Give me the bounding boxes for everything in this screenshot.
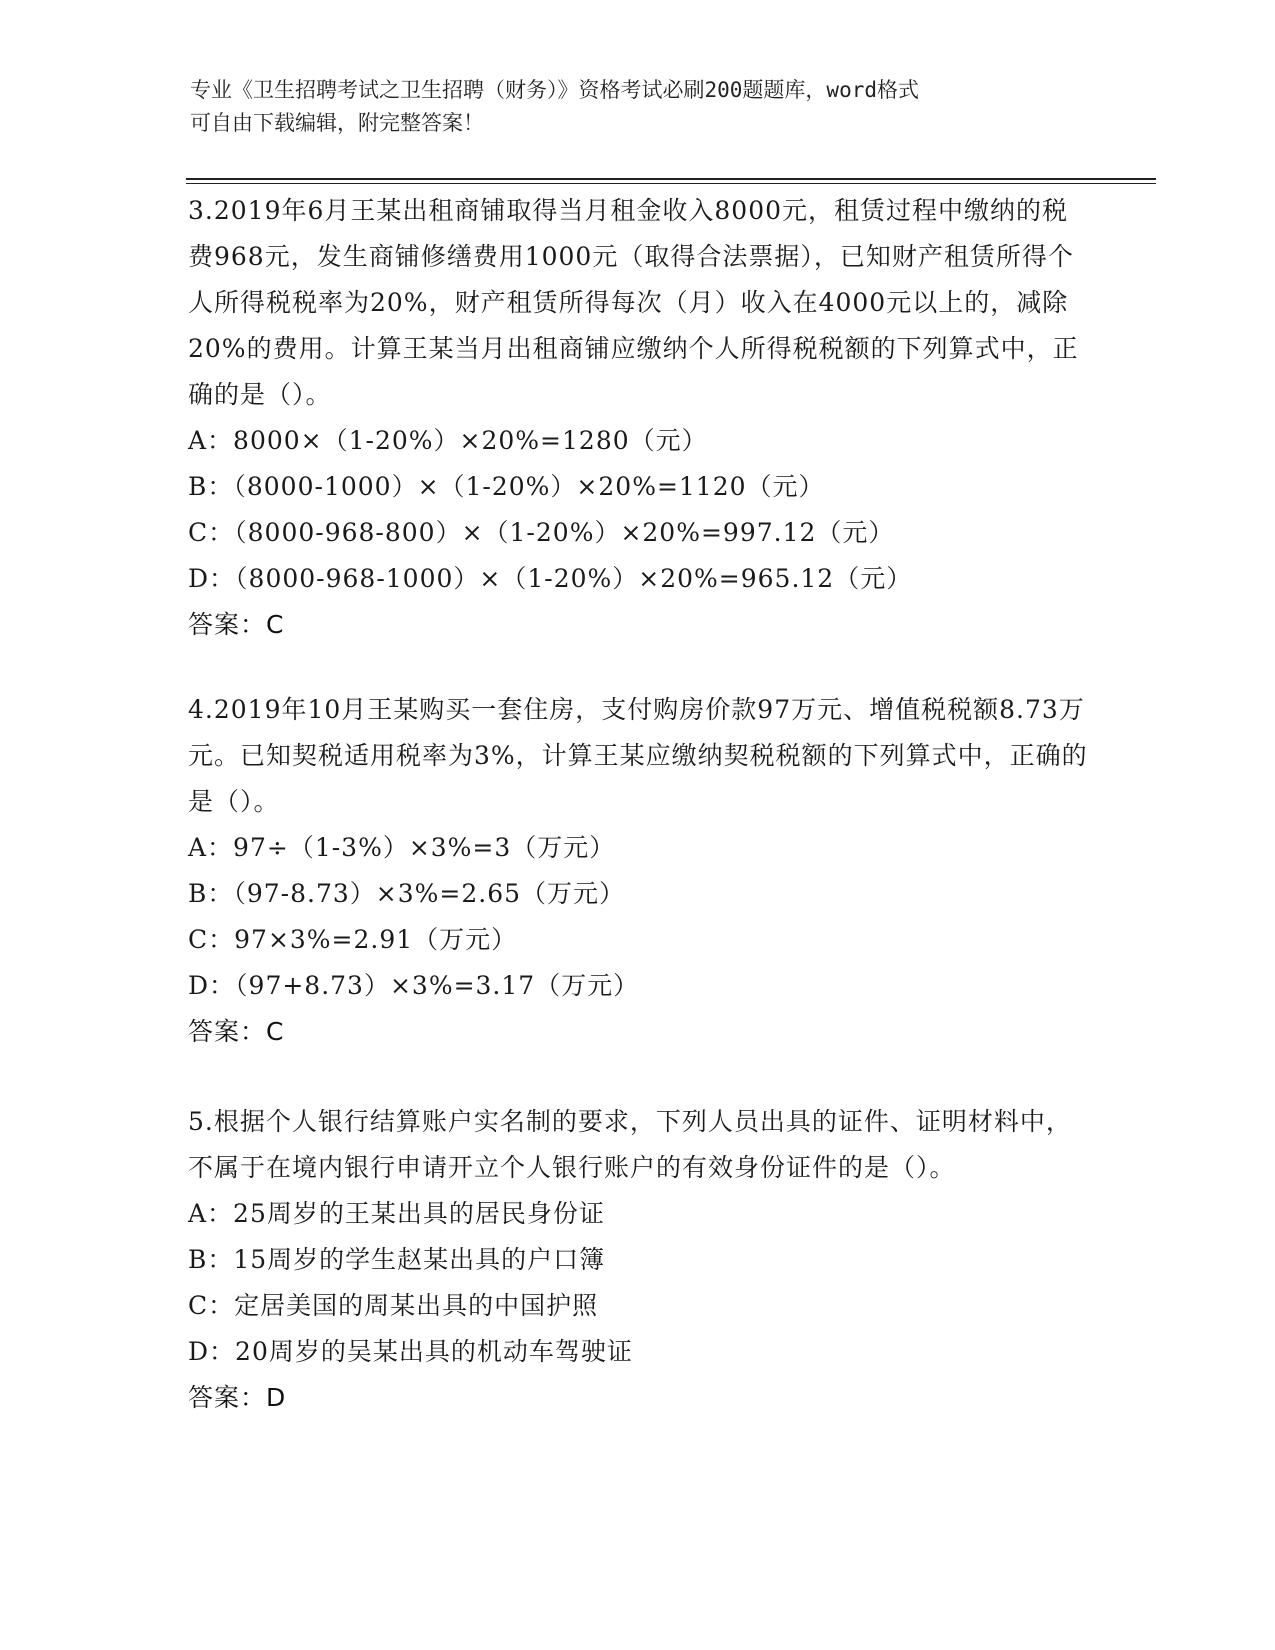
option-a: A：97÷（1-3%）×3%=3（万元）: [188, 833, 616, 862]
option-c: C：（8000-968-800）×（1-20%）×20%=997.12（元）: [188, 518, 895, 547]
question-4: [188, 687, 1088, 1055]
header-divider-thick: [186, 178, 1156, 180]
header-divider-thin: [186, 183, 1156, 184]
question-stem: 3.2019年6月王某出租商铺取得当月租金收入8000元，租赁过程中缴纳的税费968元，发生商铺修缮费用1000元（取得合法票据），已知财产租赁所得个人所得税税率为20%，财产租赁所得每次（月）收入在4000元以上的，减除20%的费用。计算王某当月出租商铺应缴纳个人所得税税额的下列算式中，正确的是（）。: [188, 196, 1079, 409]
question-stem: 4.2019年10月王某购买一套住房，支付购房价款97万元、增值税税额8.73万元。已知契税适用税率为3%，计算王某应缴纳契税税额的下列算式中，正确的是（）。: [188, 695, 1088, 816]
option-b: B：15周岁的学生赵某出具的户口簿: [188, 1245, 606, 1274]
option-b: B：（8000-1000）×（1-20%）×20%=1120（元）: [188, 472, 825, 501]
option-c: C：定居美国的周某出具的中国护照: [188, 1291, 599, 1320]
question-5: [188, 1099, 1088, 1421]
option-d: D：（8000-968-1000）×（1-20%）×20%=965.12（元）: [188, 564, 913, 593]
option-c: C：97×3%=2.91（万元）: [188, 925, 518, 954]
header-line-1: 专业《卫生招聘考试之卫生招聘（财务）》资格考试必刷200题题库，word格式: [190, 78, 919, 102]
question-3: [188, 188, 1088, 648]
question-stem: 5.根据个人银行结算账户实名制的要求，下列人员出具的证件、证明材料中，不属于在境内银行申请开立个人银行账户的有效身份证件的是（）。: [188, 1107, 1072, 1182]
document-header: [190, 74, 1090, 140]
answer-label: 答案：C: [188, 610, 285, 639]
answer-label: 答案：D: [188, 1383, 287, 1412]
header-line-2: 可自由下载编辑，附完整答案！: [190, 111, 484, 135]
option-a: A：8000×（1-20%）×20%=1280（元）: [188, 426, 708, 455]
option-d: D：（97+8.73）×3%=3.17（万元）: [188, 971, 640, 1000]
answer-label: 答案：C: [188, 1017, 285, 1046]
option-d: D：20周岁的吴某出具的机动车驾驶证: [188, 1337, 633, 1366]
option-b: B：（97-8.73）×3%=2.65（万元）: [188, 879, 626, 908]
option-a: A：25周岁的王某出具的居民身份证: [188, 1199, 605, 1228]
